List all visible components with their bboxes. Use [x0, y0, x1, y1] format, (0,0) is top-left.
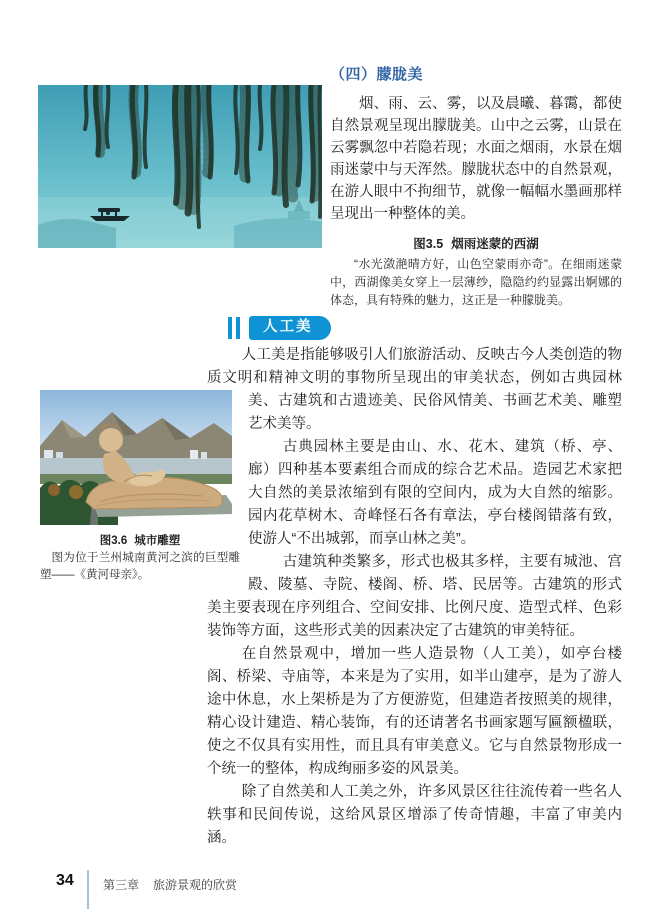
- figure-3-5-name: 烟雨迷蒙的西湖: [451, 237, 539, 251]
- hazy-beauty-paragraph: 烟、雨、云、雾，以及晨曦、暮霭，都使自然景观呈现出朦胧美。山中之云雾，山景在云雾飘忽中若隐若现；水面之烟雨，水景在烟雨迷蒙中与天浑然。朦胧状态中的自然景观，在游人眼中不拘细节，就像一幅幅水墨画那样呈现出一种整体的美。: [330, 96, 622, 222]
- artificial-beauty-header: [228, 316, 331, 340]
- header-accent-bar: [228, 317, 232, 339]
- figure-3-6-label: 图3.6: [99, 535, 128, 547]
- figure-3-5-label: 图3.5: [413, 237, 444, 251]
- chapter-title: 旅游景观的欣赏: [153, 878, 238, 892]
- artificial-paragraph-4: 在自然景观中，增加一些人造景物（人工美），如亭台楼阁、桥梁、寺庙等，本来是为了实用，如半山建亭，是为了游人途中休息，水上架桥是为了方便游览，但建造者按照美的规律，精心设计建造、精心装饰，有的还请著名书画家题写匾额楹联，使之不仅具有实用性，而且具有审美意义。它与自然景物形成一个统一的整体，构成绚丽多姿的风景美。: [207, 646, 622, 777]
- figure-3-6-title: [40, 532, 240, 548]
- header-accent-bar: [236, 317, 240, 339]
- artificial-beauty-badge: 人工美: [249, 316, 331, 340]
- figure-3-5-title: [330, 234, 622, 252]
- artificial-paragraph-3: 古建筑种类繁多，形式也极其多样，主要有城池、宫殿、陵墓、寺院、楼阁、桥、塔、民居等。古建筑的形式美主要表现在序列组合、空间安排、比例尺度、造型式样、色彩装饰等方面，这些形式美的因素决定了古建筑的审美特征。: [207, 554, 622, 639]
- page-number: 34: [56, 872, 74, 889]
- city-sculpture-illustration: [40, 390, 232, 525]
- figure-3-6: [40, 390, 240, 584]
- figure-3-5-photo: [38, 85, 322, 248]
- artificial-paragraph-5: 除了自然美和人工美之外，许多风景区往往流传着一些名人轶事和民间传说，这给风景区增添了传奇情趣，丰富了审美内涵。: [207, 784, 622, 846]
- figure-3-6-caption: 图为位于兰州城南黄河之滨的巨型雕塑——《黄河母亲》。: [40, 552, 240, 581]
- chapter-label: 第三章: [103, 878, 140, 892]
- figure-3-5-caption: “水光潋滟晴方好，山色空蒙雨亦奇”。在细雨迷蒙中，西湖像美女穿上一层薄纱，隐隐约约显露出婀娜的体态，具有特殊的魅力，这正是一种朦胧美。: [330, 257, 622, 307]
- page-footer: [0, 870, 650, 919]
- hazy-beauty-section: [330, 63, 622, 309]
- footer-divider: [87, 870, 89, 909]
- artificial-paragraph-1: 人工美是指能够吸引人们旅游活动、反映古今人类创造的物质文明和精神文明的事物所呈现出的审美状态，例如古典园林美、古建筑和古遗迹美、民俗风情美、书画艺术美、雕塑艺术美等。: [207, 347, 622, 432]
- figure-3-6-caption-block: [40, 532, 240, 584]
- artificial-paragraph-2: 古典园林主要是由山、水、花木、建筑（桥、亭、廊）四种基本要素组合而成的综合艺术品。造园艺术家把大自然的美景浓缩到有限的空间内，成为大自然的缩影。园内花草树木、奇峰怪石各有章法，亭台楼阁错落有致，使游人“不出城郭，而享山林之美”。: [248, 439, 622, 547]
- artificial-beauty-body: [40, 344, 622, 850]
- hazy-beauty-heading: （四）朦胧美: [330, 66, 424, 83]
- figure-3-6-name: 城市雕塑: [134, 535, 181, 547]
- misty-west-lake-illustration: [38, 85, 322, 248]
- footer-chapter: [103, 876, 237, 893]
